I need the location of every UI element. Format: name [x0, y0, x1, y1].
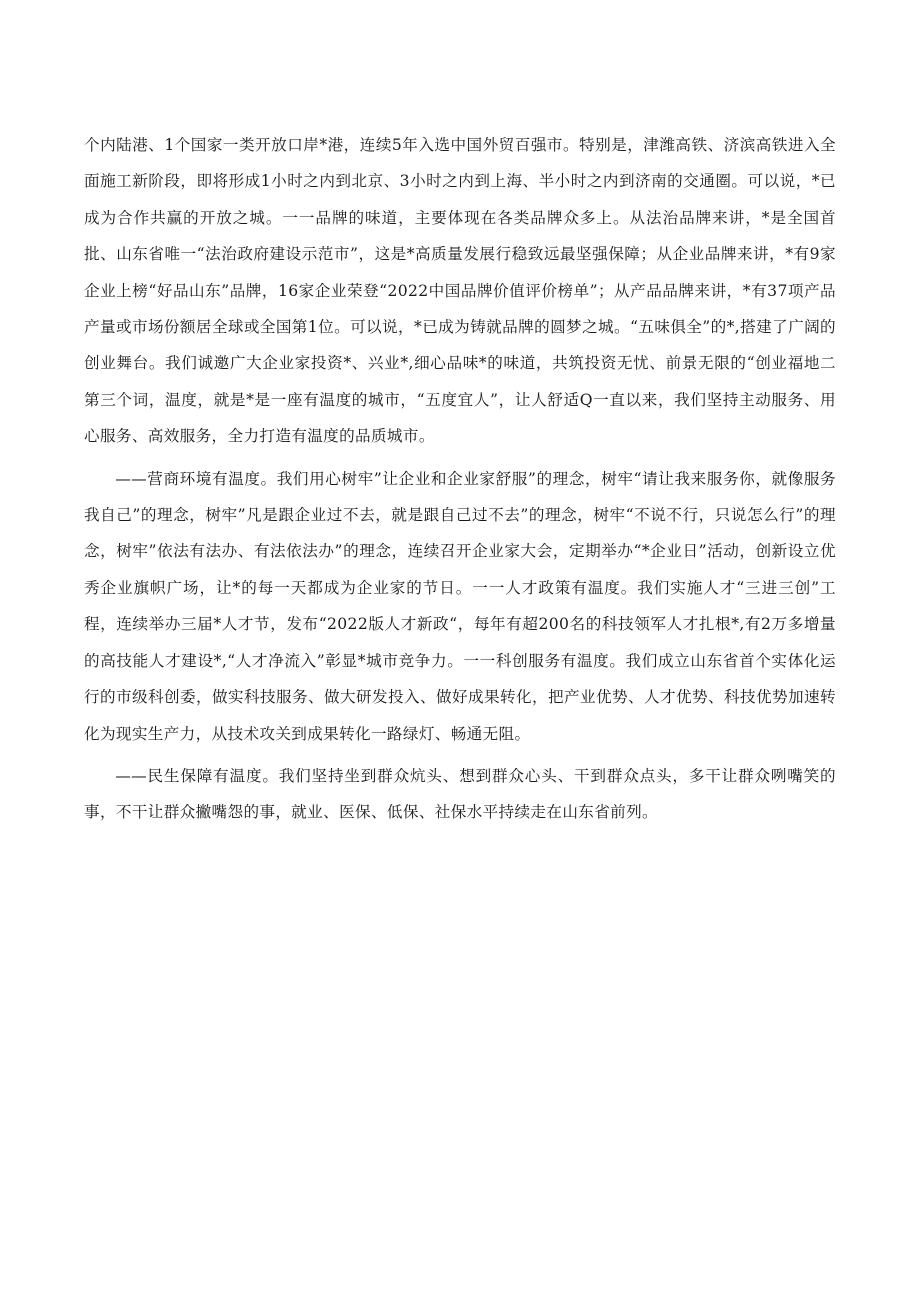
document-page — [84, 127, 836, 831]
paragraph-open-city-and-brand: 个内陆港、1个国家一类开放口岸*港，连续5年入选中国外贸百强市。特别是，津潍高铁、济滨高铁进入全面施工新阶段，即将形成1小时之内到北京、3小时之内到上海、半小时之内到济南的交通圈。可以说，*已成为合作共赢的开放之城。一一品牌的味道，主要体现在各类品牌众多上。从法治品牌来讲，*是全国首批、山东省唯一“法治政府建设示范市”，这是*高质量发展行稳致远最坚强保障；从企业品牌来讲，*有9家企业上榜“好品山东”品牌，16家企业荣登“2022中国品牌价值评价榜单”；从产品品牌来讲，*有37项产品产量或市场份额居全球或全国第1位。可以说，*已成为铸就品牌的圆梦之城。“五味俱全”的*,搭建了广阔的创业舞台。我们诚邀广大企业家投资*、兴业*,细心品味*的味道，共筑投资无忧、前景无限的“创业福地二第三个词，温度，就是*是一座有温度的城市，“五度宜人”，让人舒适Q一直以来，我们坚持主动服务、用心服务、高效服务，全力打造有温度的品质城市。 — [84, 136, 836, 446]
paragraph-livelihood-security: ——民生保障有温度。我们坚持坐到群众炕头、想到群众心头、干到群众点头，多干让群众咧嘴笑的事，不干让群众撇嘴怨的事，就业、医保、低保、社保水平持续走在山东省前列。 — [84, 766, 836, 822]
paragraph-business-environment: ——营商环境有温度。我们用心树牢”让企业和企业家舒服”的理念，树牢“请让我来服务你，就像服务我自己”的理念，树牢”凡是跟企业过不去，就是跟自己过不去”的理念，树牢“不说不行，只说怎么行”的理念，树牢”依法有法办、有法依法办”的理念，连续召开企业家大会，定期举办“*企业日”活动，创新设立优秀企业旗帜广场，让*的每一天都成为企业家的节日。一一人才政策有温度。我们实施人才“三进三创”工程，连续举办三届*人才节，发布“2022版人才新政“，每年有超200名的科技领军人才扎根*,有2万多增量的高技能人才建设*,“人才净流入”彰显*城市竞争力。一一科创服务有温度。我们成立山东省首个实体化运行的市级科创委，做实科技服务、做大研发投入、做好成果转化，把产业优势、人才优势、科技优势加速转化为现实生产力，从技术攻关到成果转化一路绿灯、畅通无阻。 — [84, 469, 836, 743]
